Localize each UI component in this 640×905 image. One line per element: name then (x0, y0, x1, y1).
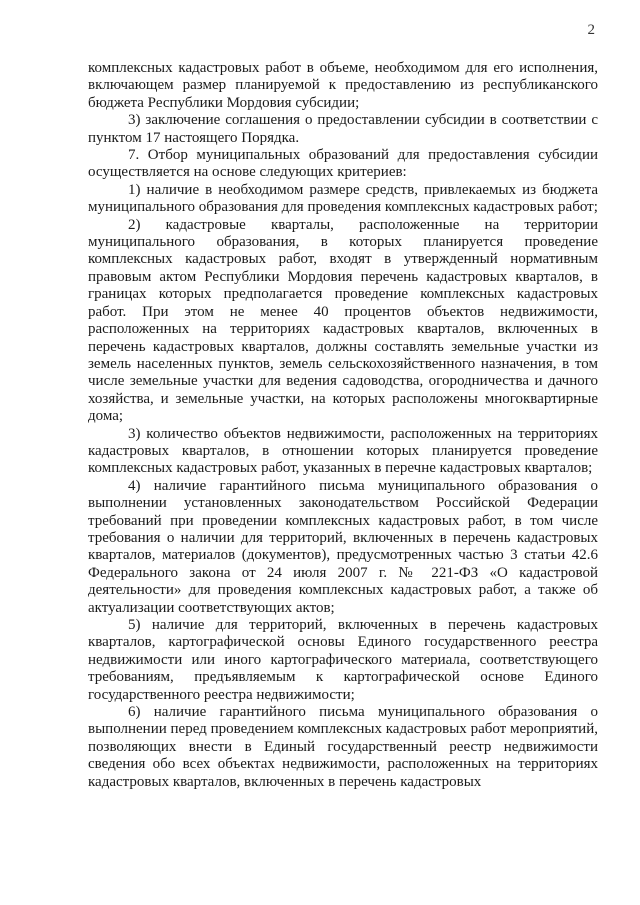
paragraph-continuation: комплексных кадастровых работ в объеме, необходимом для его исполнения, включающем размер планируемой к предоставлению из республиканского бюджета Республики Мордовия субсидии; (88, 60, 598, 111)
paragraph-item-3-agreement: 3) заключение соглашения о предоставлении субсидии в соответствии с пунктом 17 настоящего Порядка. (88, 112, 598, 146)
paragraph-criterion-3: 3) количество объектов недвижимости, расположенных на территориях кадастровых кварталов, в отношении которых планируется проведение комплексных кадастровых работ, указанных в перечне кадастровых кварталов; (88, 425, 598, 477)
paragraph-section-7: 7. Отбор муниципальных образований для предоставления субсидии осуществляется на основе следующих критериев: (88, 147, 598, 181)
paragraph-criterion-4: 4) наличие гарантийного письма муниципального образования о выполнении установленных законодательством Российской Федерации требований при проведении комплексных кадастровых работ, в том числе требования о наличии для территорий, включенных в перечень кадастровых кварталов, материалов (документов), предусмотренных частью 3 статьи 42.6 Федерального закона от 24 июля 2007 г. № 221-ФЗ «О кадастровой деятельности» для проведения комплексных кадастровых работ, а также об актуализации соответствующих актов; (88, 477, 598, 616)
document-body (88, 60, 598, 791)
page-number: 2 (587, 22, 595, 38)
paragraph-criterion-6: 6) наличие гарантийного письма муниципального образования о выполнении перед проведением комплексных кадастровых работ мероприятий, позволяющих внести в Единый государственный реестр недвижимости сведения обо всех объектах недвижимости, расположенных на территориях кадастровых кварталов, включенных в перечень кадастровых (88, 704, 598, 790)
paragraph-criterion-5: 5) наличие для территорий, включенных в перечень кадастровых кварталов, картографической основы Единого государственного реестра недвижимости или иного картографического материала, соответствующего требованиям, предъявляемым к картографической основе Единого государственного реестра недвижимости; (88, 617, 598, 703)
paragraph-criterion-2: 2) кадастровые кварталы, расположенные на территории муниципального образования, в которых планируется проведение комплексных кадастровых работ, входят в утвержденный нормативным правовым актом Республики Мордовия перечень кадастровых кварталов, в границах которых предполагается проведение комплексных кадастровых работ. При этом не менее 40 процентов объектов недвижимости, расположенных на территориях кадастровых кварталов, включенных в перечень кадастровых кварталов, должны составлять земельные участки из земель населенных пунктов, земель сельскохозяйственного назначения, в том числе земельные участки для ведения садоводства, огородничества и дачного хозяйства, и земельные участки, на которых расположены многоквартирные дома; (88, 216, 598, 425)
paragraph-criterion-1: 1) наличие в необходимом размере средств, привлекаемых из бюджета муниципального образования для проведения комплексных кадастровых работ; (88, 181, 598, 216)
